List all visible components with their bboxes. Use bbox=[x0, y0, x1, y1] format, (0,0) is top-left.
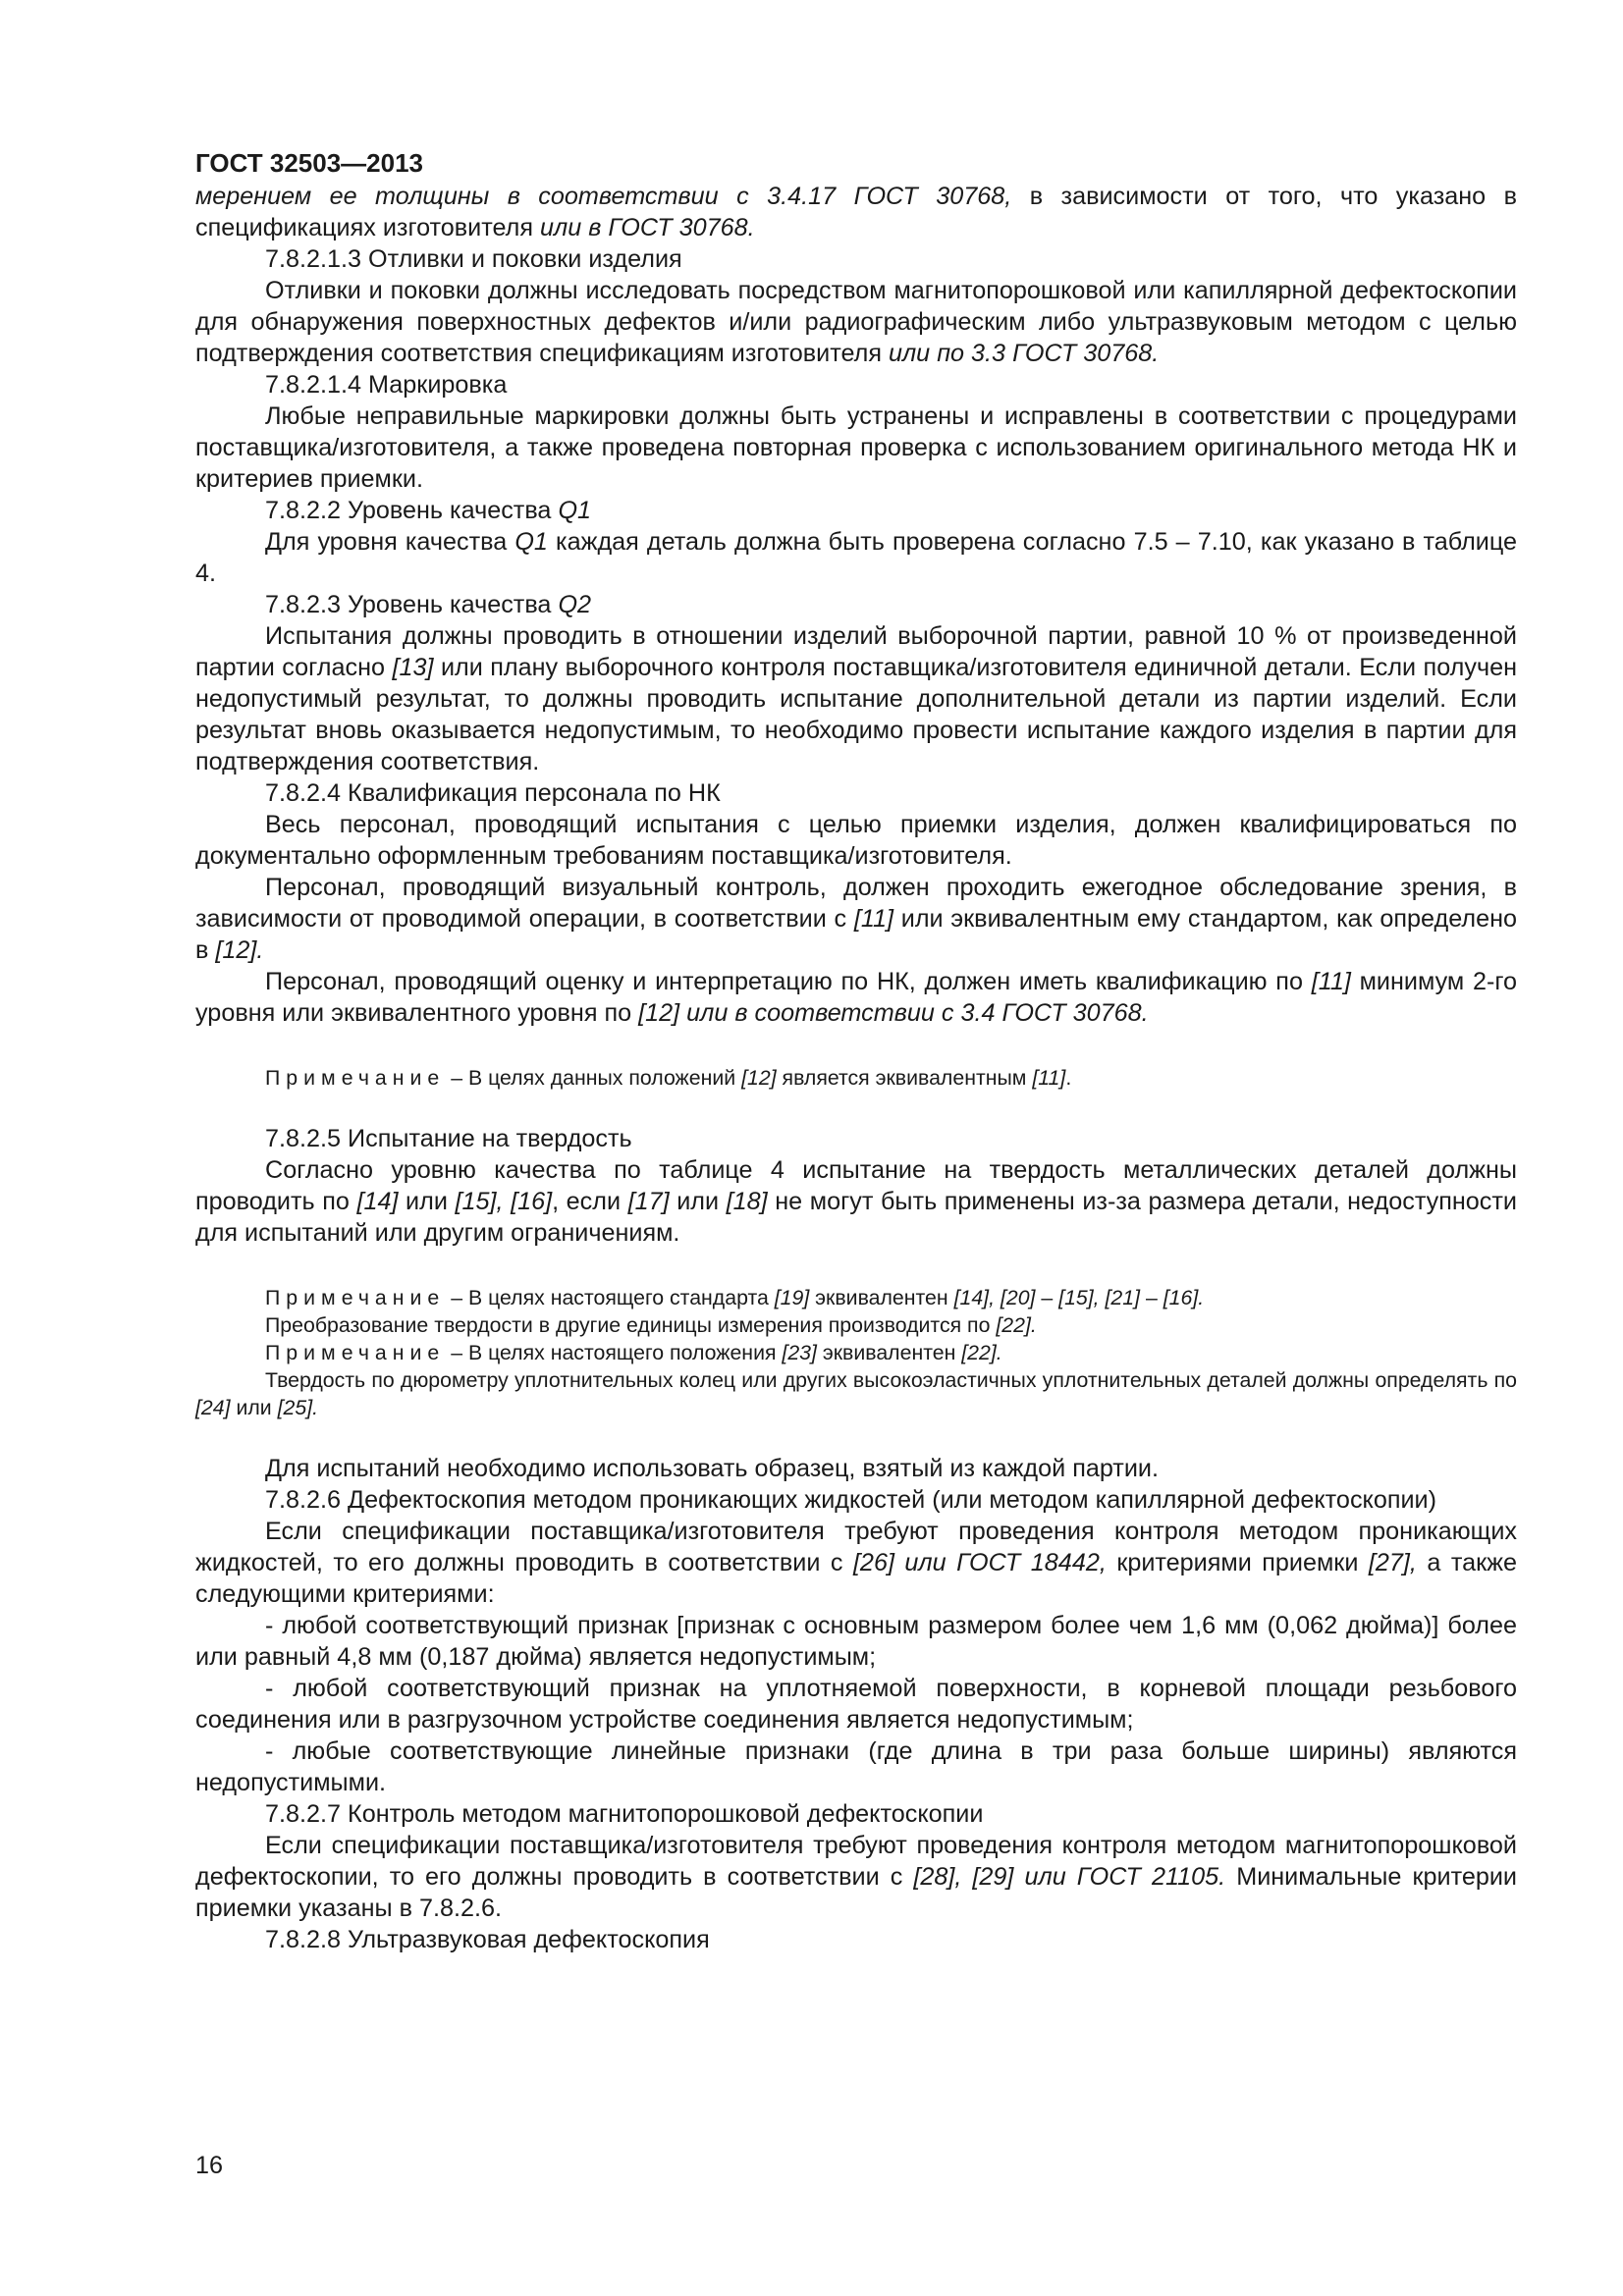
body-paragraph bbox=[195, 526, 1517, 589]
text-run: 7.8.2.4 Квалификация персонала по НК bbox=[265, 779, 721, 807]
text-run: является эквивалентным bbox=[776, 1066, 1033, 1090]
text-run: [13] bbox=[392, 654, 434, 681]
body-paragraph bbox=[195, 1484, 1517, 1516]
text-run: [25]. bbox=[277, 1396, 319, 1419]
body-paragraph bbox=[195, 1735, 1517, 1798]
text-run: не могут быть применены из-за размера детали, недоступности для испытаний или другим ограничениям. bbox=[195, 1188, 1517, 1247]
text-run: Преобразование твердости в другие единицы измерения производится по bbox=[265, 1313, 997, 1337]
text-run: в зависимости от того, что указано в спецификациях изготовителя bbox=[195, 183, 1517, 241]
text-run: Для испытаний необходимо использовать образец, взятый из каждой партии. bbox=[265, 1455, 1159, 1482]
text-run: Минимальные критерии приемки указаны в 7.8.2.6. bbox=[195, 1863, 1517, 1922]
text-run: [15], [21] bbox=[1058, 1286, 1141, 1309]
text-run: критериями приемки bbox=[1106, 1549, 1369, 1576]
text-run: [26] или ГОСТ 18442, bbox=[852, 1549, 1107, 1576]
text-run: – В целях настоящего стандарта bbox=[445, 1286, 775, 1309]
body-paragraph bbox=[195, 275, 1517, 369]
text-run: . bbox=[1065, 1066, 1072, 1090]
note-paragraph bbox=[195, 1366, 1517, 1421]
text-run: Q2 bbox=[558, 591, 592, 618]
section-heading bbox=[195, 589, 1517, 620]
text-run: Q1 bbox=[558, 497, 592, 524]
note-label: Примечание bbox=[265, 1286, 446, 1309]
text-run: [14] bbox=[356, 1188, 399, 1215]
text-run: или bbox=[669, 1188, 727, 1215]
document-body bbox=[195, 181, 1517, 1955]
text-run: [12] bbox=[741, 1066, 777, 1090]
text-run: – bbox=[1035, 1286, 1059, 1309]
text-run: минимум 2-го уровня или эквивалентного уровня по bbox=[195, 968, 1517, 1027]
text-run: или эквивалентным ему стандартом, как определено в bbox=[195, 905, 1518, 964]
text-run: 7.8.2.1.3 Отливки и поковки изделия bbox=[265, 245, 682, 273]
body-paragraph bbox=[195, 809, 1517, 872]
text-run: [24] bbox=[195, 1396, 231, 1419]
page-number: 16 bbox=[195, 2152, 224, 2179]
text-run: Для уровня качества bbox=[265, 528, 515, 556]
body-paragraph bbox=[195, 1516, 1517, 1610]
text-run: – В целях настоящего положения bbox=[445, 1341, 783, 1364]
text-run: каждая деталь должна быть проверена согласно 7.5 – 7.10, как указано в таблице 4. bbox=[195, 528, 1518, 587]
text-run: или в соответствии с 3.4 ГОСТ 30768. bbox=[686, 999, 1149, 1027]
section-heading bbox=[195, 1924, 1517, 1955]
text-run: Испытания должны проводить в отношении изделий выборочной партии, равной 10 % от произведенной партии согласно bbox=[195, 622, 1517, 681]
text-run: 7.8.2.7 Контроль методом магнитопорошковой дефектоскопии bbox=[265, 1800, 984, 1828]
text-run: [16]. bbox=[1163, 1286, 1205, 1309]
text-run: 7.8.2.3 Уровень качества bbox=[265, 591, 559, 618]
section-heading bbox=[195, 369, 1517, 400]
text-run: или в ГОСТ 30768. bbox=[540, 214, 755, 241]
body-paragraph bbox=[195, 400, 1517, 495]
body-paragraph bbox=[195, 966, 1517, 1029]
text-run: [11] bbox=[1311, 968, 1351, 995]
text-run: эквивалентен bbox=[816, 1341, 962, 1364]
note-paragraph bbox=[195, 1311, 1517, 1339]
body-paragraph bbox=[195, 1673, 1517, 1735]
text-run: 7.8.2.1.4 Маркировка bbox=[265, 371, 508, 399]
body-paragraph bbox=[195, 872, 1517, 966]
text-run: мерением ее толщины в соответствии с 3.4.17 ГОСТ 30768, bbox=[195, 183, 1012, 210]
text-run: [19] bbox=[774, 1286, 810, 1309]
text-run: Если спецификации поставщика/изготовителя требуют проведения контроля методом магнитопорошковой дефектоскопии, то его должны проводить в соответствии с bbox=[195, 1832, 1517, 1891]
text-run: Если спецификации поставщика/изготовителя требуют проведения контроля методом проникающих жидкостей, то его должны проводить в соответствии с bbox=[195, 1518, 1517, 1576]
text-run: 7.8.2.5 Испытание на твердость bbox=[265, 1125, 632, 1152]
note-paragraph bbox=[195, 1284, 1517, 1311]
document-page bbox=[195, 147, 1517, 1955]
body-paragraph bbox=[195, 1830, 1517, 1924]
text-run: [22]. bbox=[961, 1341, 1002, 1364]
text-run: [28], [29] или ГОСТ 21105. bbox=[913, 1863, 1226, 1891]
text-run: [17] bbox=[627, 1188, 670, 1215]
text-run: Персонал, проводящий визуальный контроль, должен проходить ежегодное обследование зрения, в зависимости от проводимой операции, в соответствии с bbox=[195, 874, 1517, 933]
text-run: [27], bbox=[1368, 1549, 1417, 1576]
text-run: – bbox=[1140, 1286, 1163, 1309]
text-run: , если bbox=[552, 1188, 628, 1215]
text-run: [14], [20] bbox=[953, 1286, 1036, 1309]
text-run: [12] bbox=[638, 999, 680, 1027]
text-run: [11] bbox=[1032, 1066, 1066, 1090]
text-run: или bbox=[398, 1188, 456, 1215]
document-header: ГОСТ 32503—2013 bbox=[195, 148, 423, 178]
section-heading bbox=[195, 1123, 1517, 1154]
section-heading bbox=[195, 495, 1517, 526]
text-run: Q1 bbox=[514, 528, 548, 556]
text-run: Весь персонал, проводящий испытания с целью приемки изделия, должен квалифицироваться по документально оформленным требованиям поставщика/изготовителя. bbox=[195, 811, 1517, 870]
section-heading bbox=[195, 243, 1517, 275]
section-heading bbox=[195, 1798, 1517, 1830]
note-label: Примечание bbox=[265, 1341, 446, 1364]
text-run: или bbox=[230, 1396, 278, 1419]
text-run: Любые неправильные маркировки должны быть устранены и исправлены в соответствии с процедурами поставщика/изготовителя, а также проведена повторная проверка с использованием оригинального метода НК и критериев приемки. bbox=[195, 402, 1517, 493]
text-run: [18] bbox=[726, 1188, 768, 1215]
text-run: Персонал, проводящий оценку и интерпретацию по НК, должен иметь квалификацию по bbox=[265, 968, 1312, 995]
text-run: Согласно уровню качества по таблице 4 испытание на твердость металлических деталей должны проводить по bbox=[195, 1156, 1517, 1215]
text-run: [11] bbox=[853, 905, 894, 933]
text-run: [15], [16] bbox=[455, 1188, 553, 1215]
text-run: 7.8.2.8 Ультразвуковая дефектоскопия bbox=[265, 1926, 710, 1953]
text-run: или плану выборочного контроля поставщика/изготовителя единичной детали. Если получен недопустимый результат, то должны проводить испытание дополнительной детали из партии изделий. Если результат вновь оказывается недопустимым, то необходимо провести испытание каждого изделия в партии для подтверждения соответствия. bbox=[195, 654, 1517, 775]
text-run: [23] bbox=[782, 1341, 817, 1364]
text-run: - любой соответствующий признак [признак с основным размером более чем 1,6 мм (0,062 дюйма)] более или равный 4,8 мм (0,187 дюйма) является недопустимым; bbox=[195, 1612, 1517, 1671]
text-run: – В целях данных положений bbox=[445, 1066, 742, 1090]
note-paragraph bbox=[195, 1064, 1517, 1092]
note-label: Примечание bbox=[265, 1066, 446, 1090]
text-run: 7.8.2.2 Уровень качества bbox=[265, 497, 559, 524]
text-run: [12]. bbox=[215, 936, 264, 964]
text-run: Твердость по дюрометру уплотнительных колец или других высокоэластичных уплотнительных деталей должны определять по bbox=[265, 1368, 1517, 1392]
note-paragraph bbox=[195, 1339, 1517, 1366]
text-run: 7.8.2.6 Дефектоскопия методом проникающих жидкостей (или методом капиллярной дефектоскопии) bbox=[265, 1486, 1437, 1514]
body-paragraph bbox=[195, 181, 1517, 243]
text-run: [22]. bbox=[996, 1313, 1037, 1337]
body-paragraph bbox=[195, 1154, 1517, 1249]
section-heading bbox=[195, 777, 1517, 809]
text-run: или по 3.3 ГОСТ 30768. bbox=[888, 340, 1160, 367]
text-run: Отливки и поковки должны исследовать посредством магнитопорошковой или капиллярной дефектоскопии для обнаружения поверхностных дефектов и/или радиографическим либо ультразвуковым методом с целью подтверждения соответствия спецификациям изготовителя bbox=[195, 277, 1517, 367]
text-run: - любые соответствующие линейные признаки (где длина в три раза больше ширины) являются недопустимыми. bbox=[195, 1737, 1517, 1796]
body-paragraph bbox=[195, 1610, 1517, 1673]
body-paragraph bbox=[195, 620, 1517, 777]
body-paragraph bbox=[195, 1453, 1517, 1484]
text-run: а также следующими критериями: bbox=[195, 1549, 1517, 1608]
text-run: эквивалентен bbox=[809, 1286, 954, 1309]
text-run: - любой соответствующий признак на уплотняемой поверхности, в корневой площади резьбового соединения или в разгрузочном устройстве соединения является недопустимым; bbox=[195, 1675, 1517, 1734]
